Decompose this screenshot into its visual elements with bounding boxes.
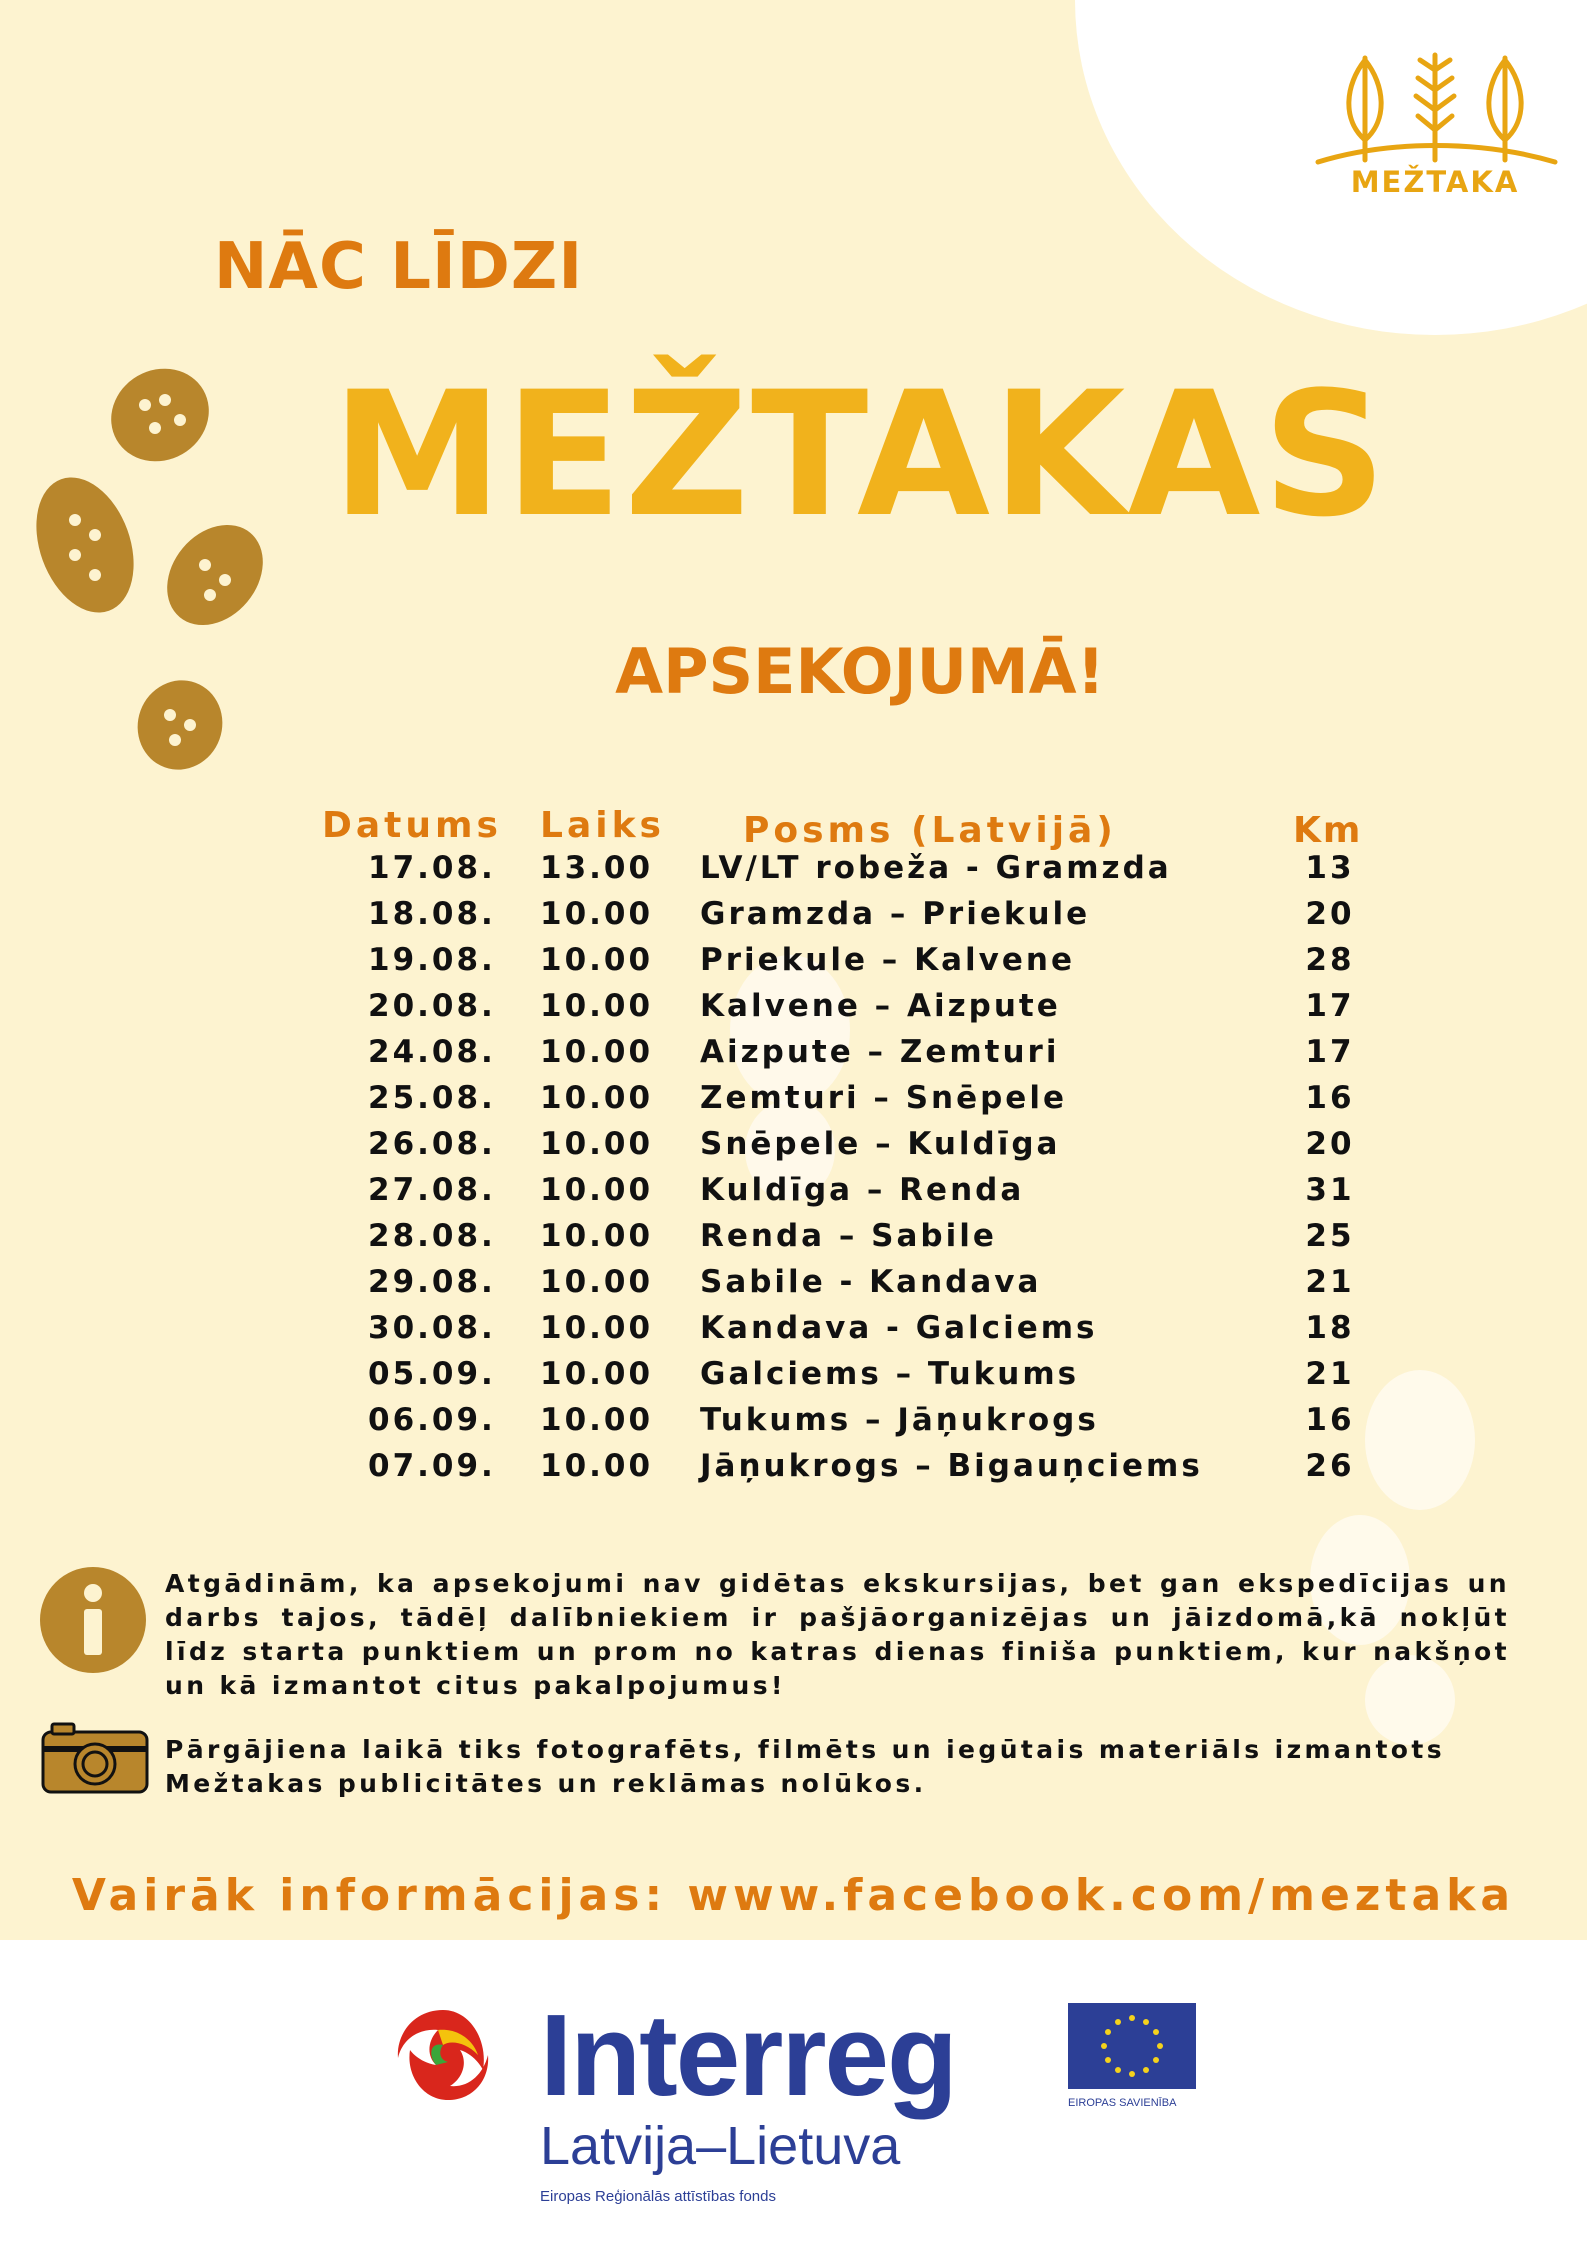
table-row [0,1448,1587,1494]
headline-title: MEŽTAKAS [331,354,1389,555]
row-time: 10.00 [540,1264,654,1300]
row-km: 17 [1305,988,1355,1024]
more-info-link[interactable]: Vairāk informācijas: www.facebook.com/meztaka [71,1870,1516,1921]
table-row [0,850,1587,896]
interreg-swirl-icon [388,2000,498,2110]
row-km: 16 [1305,1080,1355,1116]
row-date: 26.08. [368,1126,496,1162]
row-route: Galciems – Tukums [700,1356,1080,1392]
header-route: Posms (Latvijā) [743,810,1117,851]
row-route: Jāņukrogs – Bigauņciems [700,1448,1203,1484]
camera-icon [40,1720,150,1795]
row-date: 19.08. [368,942,496,978]
row-km: 20 [1305,896,1355,932]
table-row [0,1310,1587,1356]
row-date: 17.08. [368,850,496,886]
table-row [0,1172,1587,1218]
interreg-fund: Eiropas Reģionālās attīstības fonds [540,2188,776,2205]
row-time: 10.00 [540,988,654,1024]
row-km: 17 [1305,1034,1355,1070]
interreg-logo: Interreg [540,1990,956,2120]
row-route: Zemturi – Snēpele [700,1080,1067,1116]
eu-label: EIROPAS SAVIENĪBA [1068,2097,1177,2109]
row-time: 10.00 [540,1218,654,1254]
row-route: Priekule – Kalvene [700,942,1075,978]
row-route: Kandava - Galciems [700,1310,1098,1346]
table-row [0,1034,1587,1080]
row-date: 25.08. [368,1080,496,1116]
header-time: Laiks [540,805,665,846]
row-time: 10.00 [540,1126,654,1162]
row-route: Renda – Sabile [700,1218,997,1254]
table-row [0,1402,1587,1448]
interreg-region: Latvija–Lietuva [540,2116,901,2176]
row-time: 13.00 [540,850,654,886]
photo-note: Pārgājiena laikā tiks fotografēts, filmēts un iegūtais materiāls izmantots Mežtakas publicitātes un reklāmas nolūkos. [165,1735,1446,1798]
row-route: Kalvene – Aizpute [700,988,1061,1024]
row-time: 10.00 [540,896,654,932]
table-row [0,1264,1587,1310]
row-km: 31 [1305,1172,1355,1208]
table-row [0,942,1587,988]
row-km: 20 [1305,1126,1355,1162]
row-date: 24.08. [368,1034,496,1070]
row-route: Sabile - Kandava [700,1264,1042,1300]
eu-flag-icon [1068,2003,1196,2089]
row-km: 13 [1305,850,1355,886]
row-km: 21 [1305,1356,1355,1392]
row-km: 25 [1305,1218,1355,1254]
logo-text: MEŽTAKA [1350,165,1520,199]
table-row [0,896,1587,942]
header-date: Datums [322,805,502,846]
row-km: 18 [1305,1310,1355,1346]
info-icon [38,1565,148,1675]
row-route: LV/LT robeža - Gramzda [700,850,1172,886]
row-route: Aizpute – Zemturi [700,1034,1060,1070]
row-date: 18.08. [368,896,496,932]
row-time: 10.00 [540,1080,654,1116]
footprints-icon [20,360,280,800]
row-date: 29.08. [368,1264,496,1300]
row-km: 26 [1305,1448,1355,1484]
headline-line3: APSEKOJUMĀ! [615,635,1105,708]
row-time: 10.00 [540,1172,654,1208]
row-route: Gramzda – Priekule [700,896,1091,932]
row-time: 10.00 [540,1448,654,1484]
row-date: 06.09. [368,1402,496,1438]
row-date: 28.08. [368,1218,496,1254]
row-time: 10.00 [540,1310,654,1346]
table-row [0,1080,1587,1126]
row-time: 10.00 [540,1034,654,1070]
row-km: 28 [1305,942,1355,978]
headline-line1: NĀC LĪDZI [213,230,584,304]
row-date: 20.08. [368,988,496,1024]
table-row [0,1218,1587,1264]
info-note: Atgādinām, ka apsekojumi nav gidētas ekskursijas, bet gan ekspedīcijas un darbs tajos, tādēļ dalībniekiem ir pašjāorganizējas un jāizdomā,kā nokļūt līdz starta punktiem un prom no katras dienas finiša punktiem, kur nakšņot un kā izmantot citus pakalpojumus! [165,1569,1510,1700]
table-row [0,1126,1587,1172]
row-km: 21 [1305,1264,1355,1300]
row-date: 07.09. [368,1448,496,1484]
row-time: 10.00 [540,942,654,978]
row-date: 27.08. [368,1172,496,1208]
row-route: Kuldīga – Renda [700,1172,1025,1208]
row-time: 10.00 [540,1402,654,1438]
table-row [0,988,1587,1034]
row-route: Tukums – Jāņukrogs [700,1402,1099,1438]
row-date: 30.08. [368,1310,496,1346]
row-km: 16 [1305,1402,1355,1438]
row-route: Snēpele – Kuldīga [700,1126,1061,1162]
row-date: 05.09. [368,1356,496,1392]
table-row [0,1356,1587,1402]
row-time: 10.00 [540,1356,654,1392]
header-km: Km [1293,810,1363,851]
